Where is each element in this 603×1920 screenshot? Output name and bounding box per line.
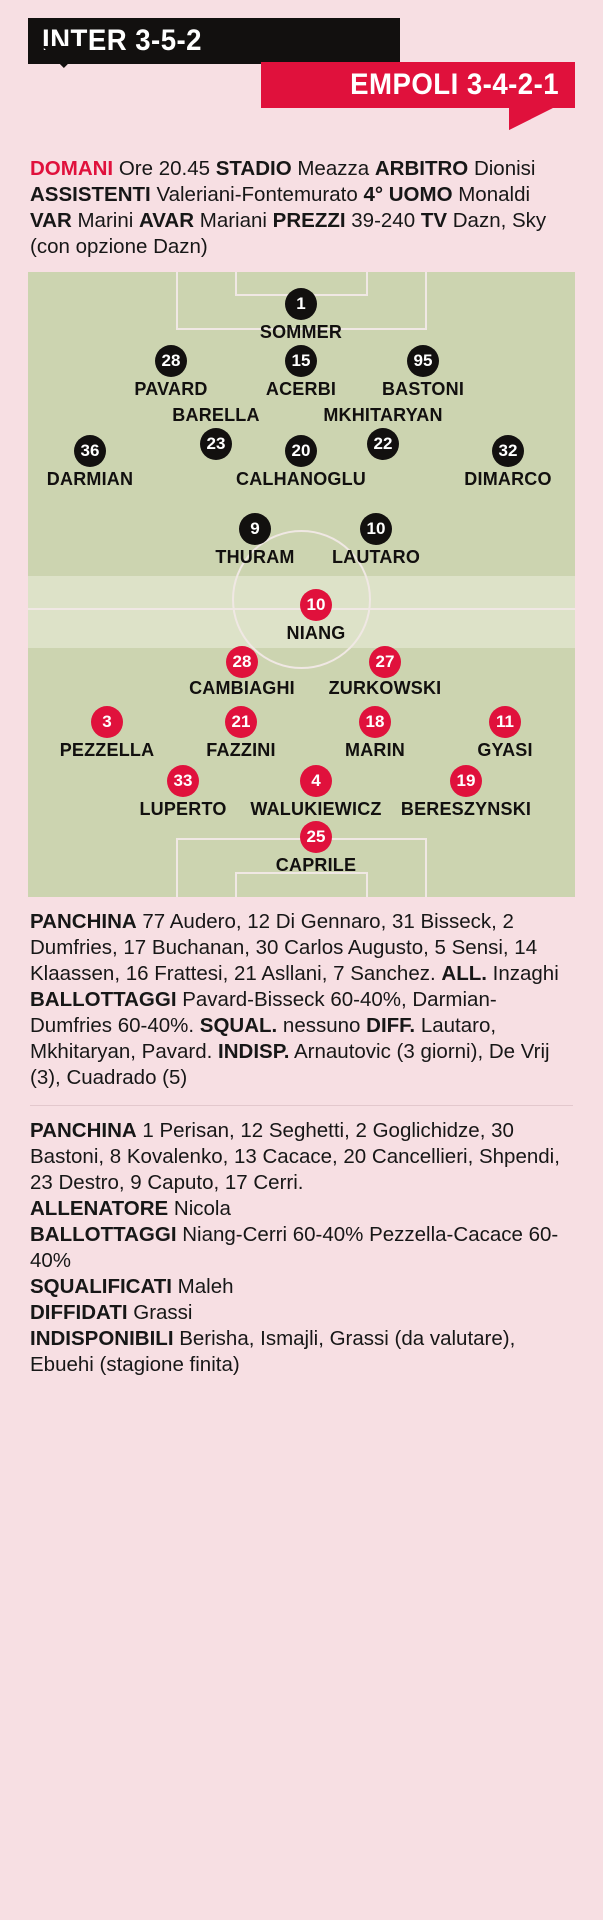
player-name: GYASI xyxy=(477,740,533,760)
player-number: 32 xyxy=(492,435,524,467)
home-team-notes xyxy=(28,897,575,1091)
home-warned-label: DIFF. xyxy=(366,1014,416,1037)
player-number: 1 xyxy=(285,288,317,320)
player-name: CAPRILE xyxy=(275,855,357,875)
player-name: ZURKOWSKI xyxy=(328,678,442,698)
player-name: MARIN xyxy=(345,740,405,760)
match-time: Ore 20.45 xyxy=(118,157,211,180)
away-suspended-value: Maleh xyxy=(177,1275,234,1298)
prices-label: PREZZI xyxy=(272,209,346,232)
player-away-4 xyxy=(236,765,396,820)
home-unavailable-value: Arnautovic (3 giorni), De Vrij (3), Cuadrado (5) xyxy=(30,1040,550,1089)
home-bench-list: 77 Audero, 12 Di Gennaro, 31 Bisseck, 2 Dumfries, 17 Buchanan, 30 Carlos Augusto, 5 Sensi, 14 Klaassen, 16 Frattesi, 21 Asllani, 7 Sanchez. xyxy=(30,910,538,985)
away-coach-name: Nicola xyxy=(173,1197,231,1220)
player-away-27 xyxy=(305,646,465,701)
player-name: SOMMER xyxy=(259,322,343,342)
home-unavailable-label: INDISP. xyxy=(218,1040,290,1063)
player-number: 27 xyxy=(369,646,401,678)
header-banners xyxy=(28,0,575,142)
home-ballot-label: BALLOTTAGGI xyxy=(30,988,177,1011)
player-name: LUPERTO xyxy=(139,799,227,819)
referee-label: ARBITRO xyxy=(374,157,469,180)
player-home-1 xyxy=(221,288,381,343)
away-bench-label: PANCHINA xyxy=(30,1119,137,1142)
player-number: 28 xyxy=(155,345,187,377)
player-home-10 xyxy=(296,513,456,568)
var-label: VAR xyxy=(30,209,72,232)
player-number: 4 xyxy=(300,765,332,797)
home-warned-value: Lautaro, Mkhitaryan, Pavard. xyxy=(30,1014,497,1063)
away-unavailable-value: Berisha, Ismajli, Grassi (da valutare), Ebuehi (stagione finita) xyxy=(30,1327,516,1376)
home-team-formation-label: INTER 3-5-2 xyxy=(42,24,202,57)
player-away-28 xyxy=(162,646,322,701)
player-name: CAMBIAGHI xyxy=(189,678,295,698)
player-home-95 xyxy=(343,345,503,400)
player-number: 10 xyxy=(300,589,332,621)
player-number: 20 xyxy=(285,435,317,467)
player-number: 28 xyxy=(226,646,258,678)
player-name: NIANG xyxy=(286,623,346,643)
tv-label: TV xyxy=(420,209,448,232)
match-day-label: DOMANI xyxy=(30,157,114,180)
away-team-notes xyxy=(28,1106,575,1378)
player-number: 18 xyxy=(359,706,391,738)
home-team-banner xyxy=(28,18,400,64)
player-home-20 xyxy=(221,435,381,490)
player-number: 11 xyxy=(489,706,521,738)
player-number: 95 xyxy=(407,345,439,377)
player-name: THURAM xyxy=(215,547,295,567)
player-name: BERESZYNSKI xyxy=(400,799,532,819)
avar-label: AVAR xyxy=(139,209,195,232)
avar-name: Mariani xyxy=(199,209,267,232)
match-info-block xyxy=(28,142,575,272)
player-name: BARELLA xyxy=(172,405,260,425)
player-name: MKHITARYAN xyxy=(323,405,443,425)
prices-value: 39-240 xyxy=(351,209,416,232)
away-ballot-label: BALLOTTAGGI xyxy=(30,1223,177,1246)
player-name: DARMIAN xyxy=(46,469,134,489)
player-away-19 xyxy=(386,765,546,820)
home-bench-label: PANCHINA xyxy=(30,910,137,933)
player-number: 25 xyxy=(300,821,332,853)
away-banner-triangle-icon xyxy=(509,108,553,130)
player-name: ACERBI xyxy=(265,379,337,399)
home-coach-name: Inzaghi xyxy=(492,962,559,985)
player-name: FAZZINI xyxy=(206,740,276,760)
player-name: DIMARCO xyxy=(464,469,552,489)
player-number: 36 xyxy=(74,435,106,467)
player-away-11 xyxy=(425,706,575,761)
player-number: 33 xyxy=(167,765,199,797)
player-name: WALUKIEWICZ xyxy=(250,799,382,819)
home-coach-label: ALL. xyxy=(441,962,487,985)
player-home-36 xyxy=(28,435,170,490)
stadium-name: Meazza xyxy=(297,157,370,180)
var-name: Marini xyxy=(77,209,134,232)
player-number: 15 xyxy=(285,345,317,377)
player-name: CALHANOGLU xyxy=(236,469,366,489)
player-away-10 xyxy=(236,589,396,644)
player-name: PEZZELLA xyxy=(59,740,155,760)
away-warned-label: DIFFIDATI xyxy=(30,1301,128,1324)
stadium-label: STADIO xyxy=(215,157,292,180)
assistants-label: ASSISTENTI xyxy=(30,183,151,206)
away-team-banner xyxy=(261,62,575,108)
player-number: 19 xyxy=(450,765,482,797)
player-away-25 xyxy=(236,821,396,876)
away-team-formation-label: EMPOLI 3-4-2-1 xyxy=(350,68,559,101)
away-suspended-label: SQUALIFICATI xyxy=(30,1275,172,1298)
home-ballot-value: Pavard-Bisseck 60-40%, Darmian-Dumfries 60-40%. xyxy=(30,988,497,1037)
away-unavailable-label: INDISPONIBILI xyxy=(30,1327,174,1350)
away-bench-list: 1 Perisan, 12 Seghetti, 2 Goglichidze, 30 Bastoni, 8 Kovalenko, 13 Cacace, 20 Cancellieri, Shpendi, 23 Destro, 9 Caputo, 17 Cerri. xyxy=(30,1119,560,1194)
home-suspended-label: SQUAL. xyxy=(199,1014,278,1037)
referee-name: Dionisi xyxy=(473,157,536,180)
player-number: 9 xyxy=(239,513,271,545)
fourth-official-label: 4° UOMO xyxy=(363,183,453,206)
player-name: BASTONI xyxy=(381,379,465,399)
player-number: 23 xyxy=(200,428,232,460)
player-name: PAVARD xyxy=(134,379,208,399)
away-ballot-value: Niang-Cerri 60-40% Pezzella-Cacace 60-40% xyxy=(30,1223,559,1272)
tv-value: Dazn, Sky (con opzione Dazn) xyxy=(30,209,547,258)
pitch-diagram xyxy=(28,272,575,897)
away-warned-value: Grassi xyxy=(133,1301,193,1324)
player-name: LAUTARO xyxy=(331,547,421,567)
player-number: 22 xyxy=(367,428,399,460)
home-suspended-value: nessuno xyxy=(282,1014,361,1037)
player-number: 3 xyxy=(91,706,123,738)
player-home-32 xyxy=(428,435,575,490)
fourth-official-name: Monaldi xyxy=(458,183,531,206)
away-coach-label: ALLENATORE xyxy=(30,1197,169,1220)
player-number: 21 xyxy=(225,706,257,738)
assistants-names: Valeriani-Fontemurato xyxy=(156,183,358,206)
player-number: 10 xyxy=(360,513,392,545)
